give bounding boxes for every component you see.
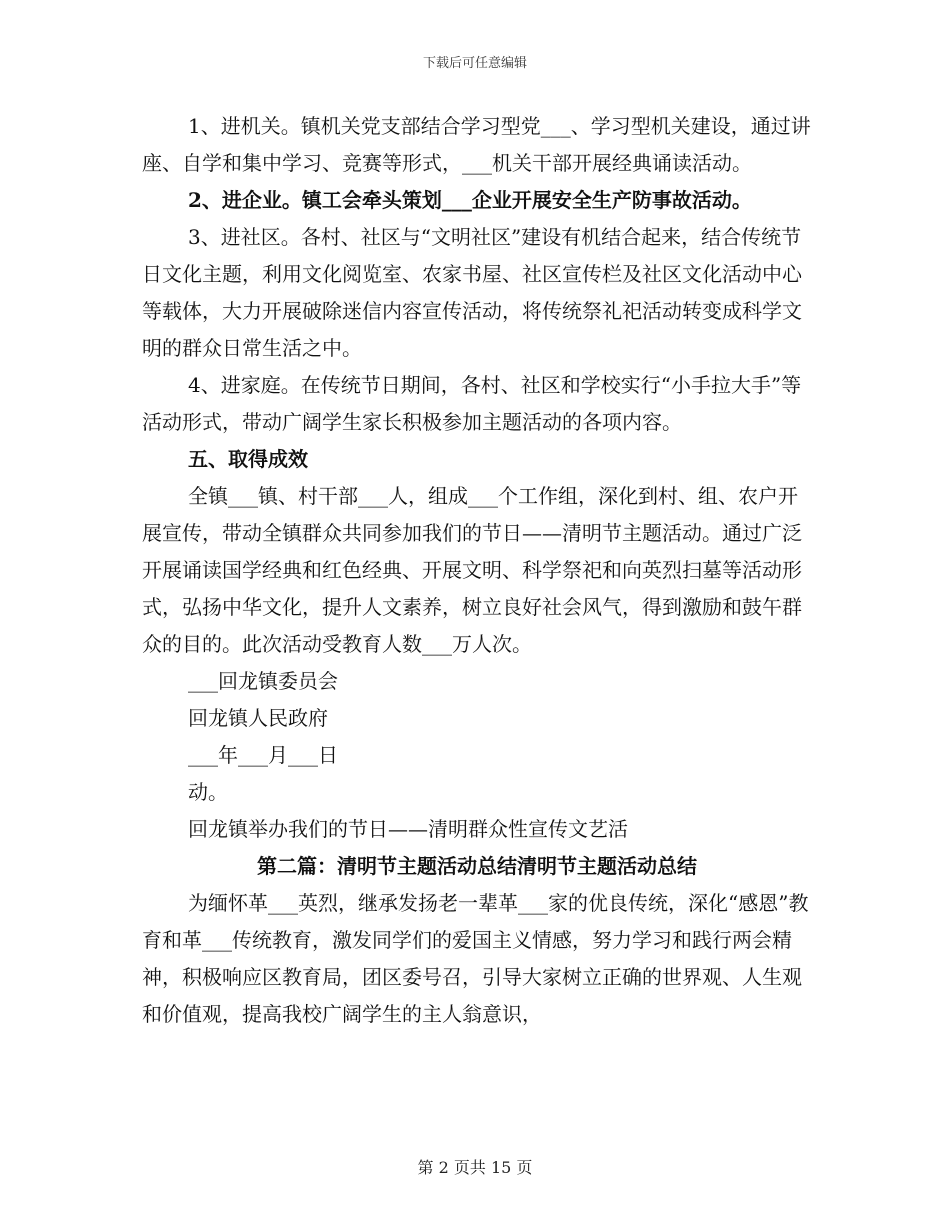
paragraph-fragment: 动。 bbox=[188, 780, 228, 804]
paragraph-agencies: 1、进机关。镇机关党支部结合学习型党___、学习型机关建设，通过讲座、自学和集中学习、竞赛等形式，___机关干部开展经典诵读活动。 bbox=[142, 114, 811, 175]
page-header: 下载后可任意编辑 bbox=[422, 56, 527, 71]
section-heading-results: 五、取得成效 bbox=[188, 447, 308, 471]
paragraph-results: 全镇___镇、村干部___人，组成___个工作组，深化到村、组、农户开展宣传，带动全镇群众共同参加我们的节日——清明节主题活动。通过广泛开展诵读国学经典和红色经典、开展文明、科学祭祀和向英烈扫墓等活动形式，弘扬中华文化，提升人文素养，树立良好社会风气，得到激励和鼓午群众的目的。此次活动受教育人数___万人次。 bbox=[142, 484, 802, 656]
paragraph-families: 4、进家庭。在传统节日期间，各村、社区和学校实行“小手拉大手”等活动形式，带动广阔学生家长积极参加主题活动的各项内容。 bbox=[142, 373, 802, 434]
document-body bbox=[142, 108, 812, 1033]
signature-committee: ___回龙镇委员会 bbox=[188, 669, 338, 693]
chapter-title: 第二篇：清明节主题活动总结清明节主题活动总结 bbox=[257, 854, 697, 878]
paragraph-communities: 3、进社区。各村、社区与“文明社区”建设有机结合起来，结合传统节日文化主题，利用文化阅览室、农家书屋、社区宣传栏及社区文化活动中心等载体，大力开展破除迷信内容宣传活动，将传统祭礼祀活动转变成科学文明的群众日常生活之中。 bbox=[142, 225, 802, 360]
signature-date: ___年___月___日 bbox=[188, 743, 338, 767]
page-footer: 第 2 页共 15 页 bbox=[417, 1158, 533, 1177]
paragraph-enterprises: 2、进企业。镇工会牵头策划___企业开展安全生产防事故活动。 bbox=[188, 188, 752, 212]
paragraph-event-title: 回龙镇举办我们的节日——清明群众性宣传文艺活 bbox=[188, 817, 628, 841]
signature-government: 回龙镇人民政府 bbox=[188, 706, 328, 730]
paragraph-summary: 为缅怀革___英烈，继承发扬老一辈革___家的优良传统，深化“感恩”教育和革___传统教育，激发同学们的爱国主义情感，努力学习和践行两会精神，积极响应区教育局，团区委号召，引导大家树立正确的世界观、人生观和价值观，提高我校广阔学生的主人翁意识， bbox=[142, 891, 809, 1026]
